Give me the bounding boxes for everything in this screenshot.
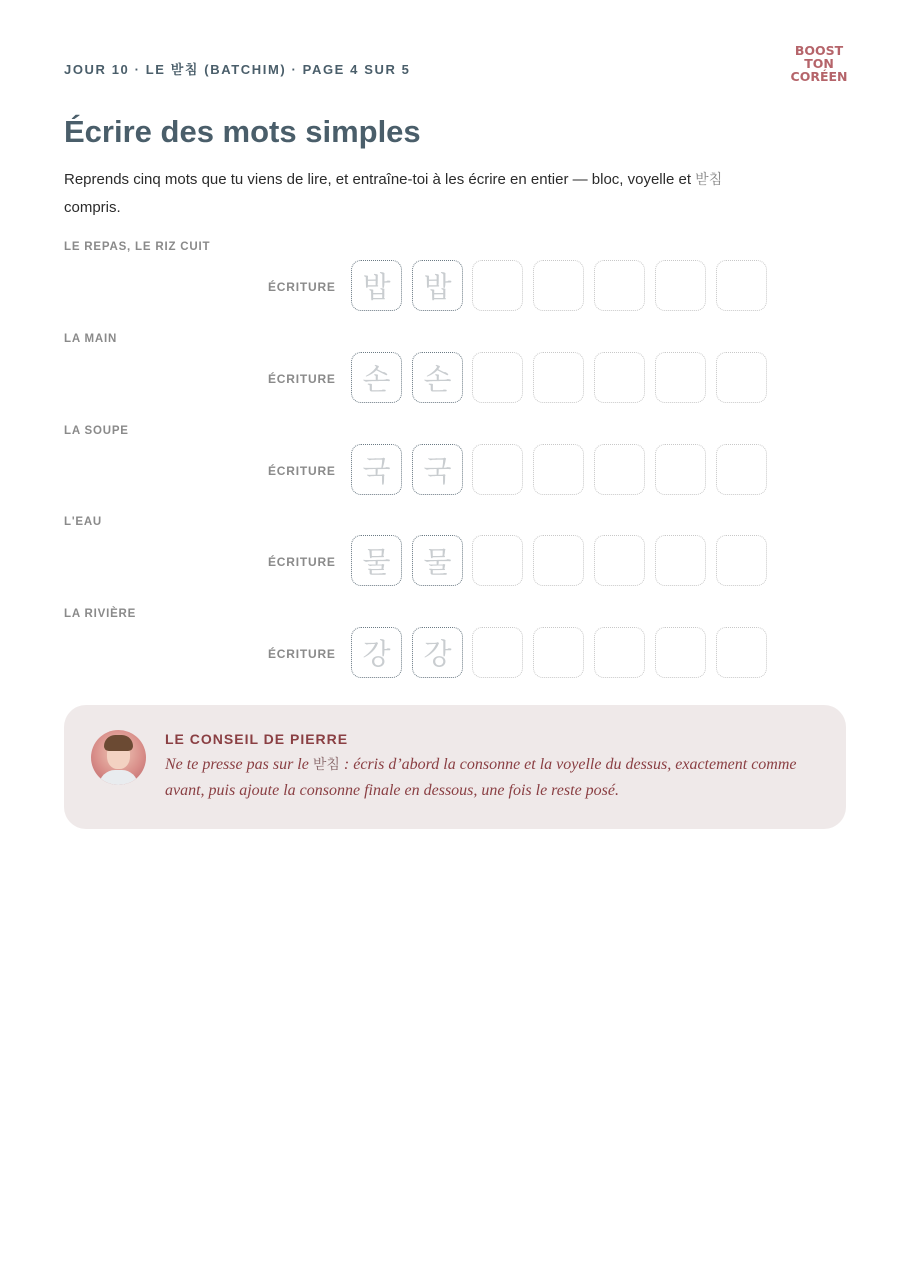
word-practice-block: [64, 608, 784, 698]
empty-writing-cell: [472, 535, 523, 586]
page-header: JOUR 10 · LE 받침 (BATCHIM) · PAGE 4 SUR 5: [64, 62, 411, 77]
tip-text-start: Ne te presse pas sur le: [165, 756, 313, 773]
trace-cell: 강: [412, 627, 463, 678]
trace-cell: 강: [351, 627, 402, 678]
empty-writing-cell: [472, 260, 523, 311]
empty-writing-cell: [594, 535, 645, 586]
word-meaning-label: L'EAU: [64, 516, 103, 528]
logo-line: CORÉEN: [790, 69, 848, 84]
avatar: [91, 730, 146, 785]
trace-cell: 국: [412, 444, 463, 495]
intro-text: Reprends cinq mots que tu viens de lire, et entraîne-toi à les écrire en entier — bloc, voyelle et: [64, 171, 696, 188]
writing-row-label: ÉCRITURE: [268, 555, 336, 569]
word-meaning-label: LA MAIN: [64, 333, 118, 345]
empty-writing-cell: [716, 352, 767, 403]
writing-row-label: ÉCRITURE: [268, 372, 336, 386]
trace-cell: 밥: [351, 260, 402, 311]
word-meaning-label: LA SOUPE: [64, 425, 129, 437]
empty-writing-cell: [716, 260, 767, 311]
trace-cell: 물: [412, 535, 463, 586]
empty-writing-cell: [533, 535, 584, 586]
writing-row-label: ÉCRITURE: [268, 464, 336, 478]
word-practice-block: [64, 241, 784, 331]
empty-writing-cell: [655, 627, 706, 678]
word-practice-block: [64, 516, 784, 606]
empty-writing-cell: [533, 260, 584, 311]
intro-paragraph: [64, 166, 764, 221]
empty-writing-cell: [655, 535, 706, 586]
trace-cell: 국: [351, 444, 402, 495]
tip-text-end: : écris d’abord la consonne et la voyelle du dessus, exactement comme avant, puis ajoute la consonne finale en dessous, une fois le reste posé.: [165, 756, 797, 799]
empty-writing-cell: [594, 444, 645, 495]
trace-cell: 손: [351, 352, 402, 403]
empty-writing-cell: [655, 444, 706, 495]
word-practice-block: [64, 333, 784, 423]
trace-cell: 물: [351, 535, 402, 586]
avatar-hair: [104, 735, 133, 751]
word-meaning-label: LE REPAS, LE RIZ CUIT: [64, 241, 211, 253]
empty-writing-cell: [594, 627, 645, 678]
empty-writing-cell: [716, 444, 767, 495]
word-practice-block: [64, 425, 784, 515]
empty-writing-cell: [716, 535, 767, 586]
logo-line: TON: [804, 56, 834, 71]
empty-writing-cell: [472, 444, 523, 495]
writing-row-label: ÉCRITURE: [268, 647, 336, 661]
empty-writing-cell: [533, 444, 584, 495]
tip-korean-term: 받침: [312, 757, 340, 773]
trace-cell: 밥: [412, 260, 463, 311]
tip-callout: [64, 705, 846, 829]
empty-writing-cell: [472, 627, 523, 678]
trace-cell: 손: [412, 352, 463, 403]
empty-writing-cell: [716, 627, 767, 678]
logo-line: BOOST: [794, 43, 844, 58]
intro-text-end: compris.: [64, 199, 121, 216]
intro-korean-term: 받침: [695, 172, 723, 188]
word-meaning-label: LA RIVIÈRE: [64, 608, 137, 620]
empty-writing-cell: [533, 627, 584, 678]
empty-writing-cell: [655, 260, 706, 311]
tip-text: [165, 752, 815, 804]
tip-title: LE CONSEIL DE PIERRE: [165, 731, 349, 747]
avatar-shirt: [99, 770, 138, 785]
empty-writing-cell: [472, 352, 523, 403]
writing-row-label: ÉCRITURE: [268, 280, 336, 294]
empty-writing-cell: [594, 352, 645, 403]
empty-writing-cell: [533, 352, 584, 403]
empty-writing-cell: [655, 352, 706, 403]
page-title: Écrire des mots simples: [64, 114, 421, 149]
empty-writing-cell: [594, 260, 645, 311]
brand-logo: [788, 44, 850, 83]
